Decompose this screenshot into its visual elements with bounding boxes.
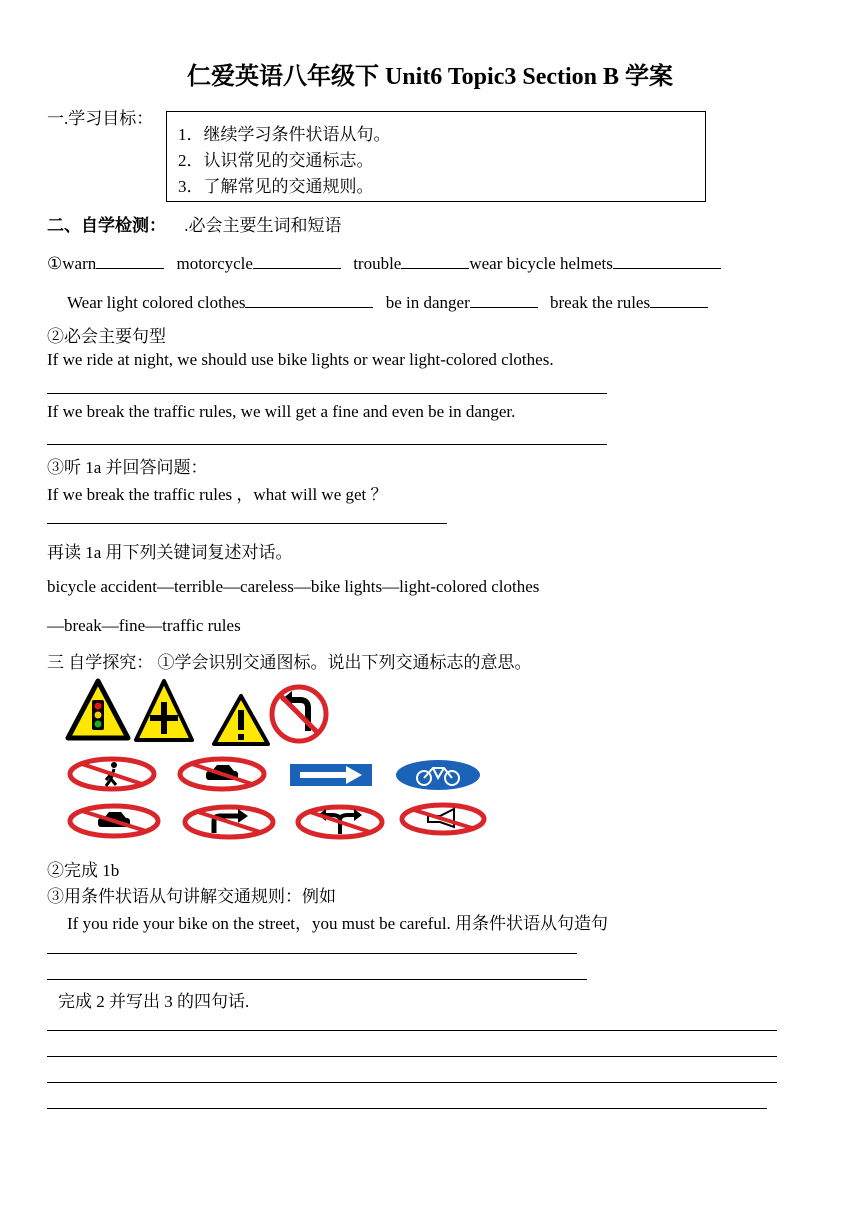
blank-line[interactable] xyxy=(253,252,341,269)
bicycle-lane-sign xyxy=(396,760,480,790)
crossroad-warning-sign xyxy=(136,681,192,740)
answer-line[interactable] xyxy=(47,1030,777,1031)
goal-item: 3．了解常见的交通规则。 xyxy=(178,177,374,196)
no-motor-vehicles-sign xyxy=(180,759,264,789)
answer-line[interactable] xyxy=(47,953,577,954)
sentence-2: If we break the traffic rules, we will get a fine and even be in danger. xyxy=(47,402,516,421)
answer-line[interactable] xyxy=(47,1082,777,1083)
vocab-word: break the rules xyxy=(550,293,651,312)
section2-heading: 二、自学检测： xyxy=(47,216,166,235)
keywords-line-2: —break—fine—traffic rules xyxy=(47,616,241,635)
vocab-word: Wear light colored clothes xyxy=(67,293,246,312)
answer-line[interactable] xyxy=(47,393,607,394)
keywords-line-1: bicycle accident—terrible—careless—bike lights—light-colored clothes xyxy=(47,577,540,596)
no-left-right-turn-sign xyxy=(298,807,382,837)
goal-item: 1．继续学习条件状语从句。 xyxy=(178,125,391,144)
vocab-word: be in danger xyxy=(385,293,470,312)
answer-line[interactable] xyxy=(47,1056,777,1057)
no-honking-sign xyxy=(402,805,484,833)
vocab-word: ①warn xyxy=(47,254,97,273)
example-sentence: If you ride your bike on the street，you must be careful. 用条件状语从句造句 xyxy=(67,914,609,933)
blank-line[interactable] xyxy=(96,252,164,269)
blank-line[interactable] xyxy=(613,252,721,269)
no-cars-sign xyxy=(70,806,158,836)
vocab-word: motorcycle xyxy=(176,254,253,273)
section3-item2: ②完成 1b xyxy=(47,861,120,880)
vocab-row-2 xyxy=(67,291,708,313)
no-pedestrians-sign xyxy=(70,759,154,789)
one-way-arrow-sign xyxy=(290,764,372,786)
listening-question: If we break the traffic rules ，what will we get ？ xyxy=(47,485,388,504)
sentence-1: If we ride at night, we should use bike lights or wear light-colored clothes. xyxy=(47,350,554,369)
traffic-light-warning-sign xyxy=(68,681,128,738)
section3-item3: ③用条件状语从句讲解交通规则：例如 xyxy=(47,887,336,906)
blank-line[interactable] xyxy=(401,252,469,269)
no-left-turn-sign xyxy=(272,687,326,741)
answer-line[interactable] xyxy=(47,444,607,445)
vocab-word: trouble xyxy=(353,254,402,273)
answer-line[interactable] xyxy=(47,1108,767,1109)
blank-line[interactable] xyxy=(245,291,373,308)
section2-header xyxy=(47,211,342,236)
section3-task: 完成 2 并写出 3 的四句话. xyxy=(58,992,250,1011)
page-title: 仁爱英语八年级下 Unit6 Topic3 Section B 学案 xyxy=(186,64,674,90)
goals-label: 一.学习目标： xyxy=(47,109,154,128)
traffic-signs-figure xyxy=(62,676,502,840)
answer-line[interactable] xyxy=(47,979,587,980)
caution-warning-sign xyxy=(214,696,268,744)
no-right-turn-sign xyxy=(185,807,273,837)
blank-line[interactable] xyxy=(650,291,708,308)
retell-instruction: 再读 1a 用下列关键词复述对话。 xyxy=(47,543,293,562)
section2-sub2: ②必会主要句型 xyxy=(47,327,166,346)
blank-line[interactable] xyxy=(470,291,538,308)
section3-heading: 三 自学探究： ①学会识别交通图标。说出下列交通标志的意思。 xyxy=(47,653,532,672)
answer-line[interactable] xyxy=(47,523,447,524)
goal-item: 2．认识常见的交通标志。 xyxy=(178,151,374,170)
vocab-word: wear bicycle helmets xyxy=(469,254,613,273)
vocab-row-1 xyxy=(47,252,721,274)
section2-sub3: ③听 1a 并回答问题： xyxy=(47,458,208,477)
section2-sub1: .必会主要生词和短语 xyxy=(184,216,342,235)
